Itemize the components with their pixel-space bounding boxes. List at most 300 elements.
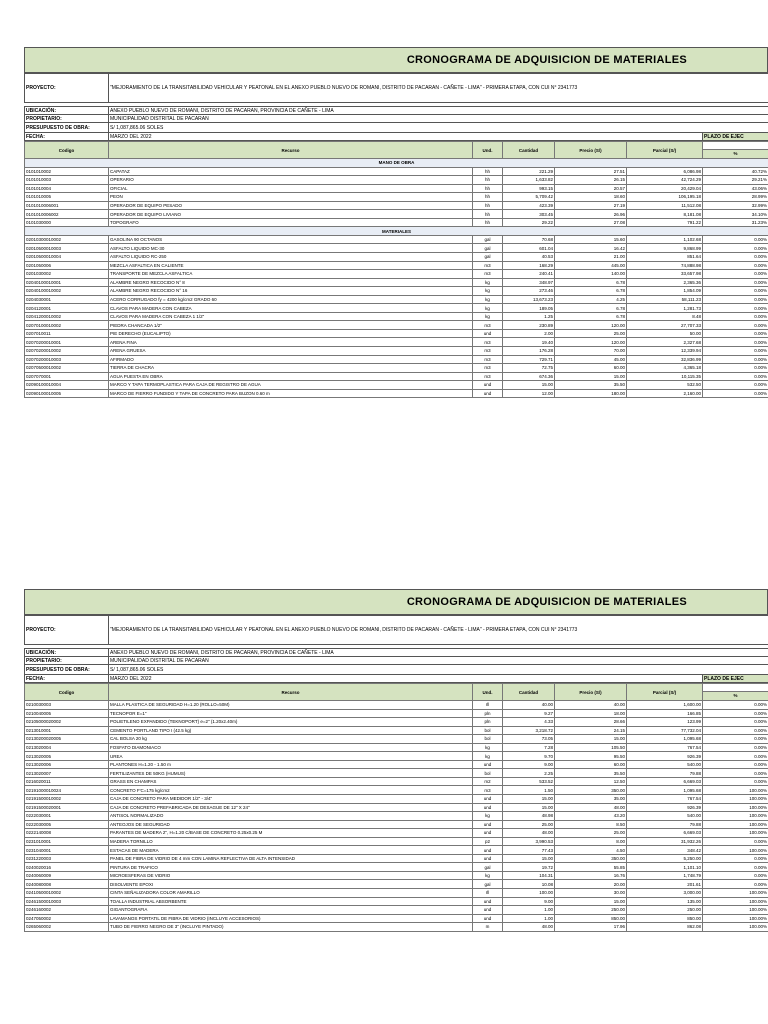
cell-parcial: 1,095.68 [627,735,703,744]
cell-parcial: 791.22 [627,218,703,227]
cell-parcial: 3,000.00 [627,889,703,898]
cell-percent: 32.99% [703,201,768,210]
table-row [25,253,768,262]
cell-parcial: 20,429.04 [627,184,703,193]
cell-cantidad: 423.39 [503,201,555,210]
cell-cantidad: 5,709.42 [503,193,555,202]
cell-recurso: ANTEOJOS DE SEGURIDAD [109,820,473,829]
label-ubicacion: UBICACIÓN: [25,107,109,115]
cell-percent: 0.00% [703,769,768,778]
table-row [25,726,768,735]
table-row [25,837,768,846]
cell-precio: 16.42 [555,244,627,253]
cell-und: und [473,760,503,769]
cell-recurso: ARENA FINA [109,338,473,347]
cell-recurso: PINTURA DE TRAFICO [109,863,473,872]
table-row [25,718,768,727]
cell-codigo: 0101010002 [25,167,109,176]
cell-percent: 0.00% [703,364,768,373]
cell-und: hh [473,176,503,185]
cell-percent: 0.00% [703,278,768,287]
cell-cantidad: 72.75 [503,364,555,373]
cell-codigo: 0246160002 [25,906,109,915]
cell-percent: 0.00% [703,726,768,735]
cell-cantidad: 601.04 [503,244,555,253]
cell-precio: 55.85 [555,863,627,872]
cell-und: kg [473,752,503,761]
label-ubicacion: UBICACIÓN: [25,649,109,657]
cell-parcial: 58,111.23 [627,295,703,304]
cell-cantidad: 1.00 [503,906,555,915]
value-proyecto: "MEJORAMIENTO DE LA TRANSITABILIDAD VEHICULAR Y PEATONAL EN EL ANEXO PUEBLO NUEVO DE ROMANI, DISTRITO DE PACARAN - CAÑETE - LIMA" - PRIMERA ETAPA, CON CUI N° 2341773 [109,74,768,103]
cell-percent: 0.00% [703,312,768,321]
cell-codigo: 02041200010002 [25,312,109,321]
table-row [25,803,768,812]
cell-und: m3 [473,321,503,330]
header-cantidad: Cantidad [503,142,555,159]
section-row [25,227,768,236]
cell-und: m3 [473,270,503,279]
cell-parcial: 42,724.29 [627,176,703,185]
cell-und: m3 [473,347,503,356]
cell-und: kg [473,295,503,304]
cell-und: und [473,820,503,829]
cell-und: und [473,795,503,804]
table-row [25,364,768,373]
cell-percent: 0.00% [703,871,768,880]
cell-parcial: 11,512.08 [627,201,703,210]
table-row [25,338,768,347]
cell-precio: 4.25 [555,295,627,304]
cell-precio: 6.78 [555,304,627,313]
resources-table-2 [24,683,768,932]
cell-cantidad: 189.05 [503,304,555,313]
cell-codigo: 0213020007 [25,769,109,778]
cell-und: m3 [473,786,503,795]
cell-precio: 350.00 [555,786,627,795]
table-row [25,312,768,321]
cell-percent: 100.00% [703,906,768,915]
cell-precio: 30.00 [555,889,627,898]
cell-recurso: MARCO DE FIERRO FUNDIDO Y TAPA DE CONCRETO PARA BUZON 0.60 m [109,389,473,398]
cell-cantidad: 1.50 [503,786,555,795]
cell-codigo: 0204120001 [25,304,109,313]
header-recurso: Recurso [109,684,473,701]
resources-table-1 [24,141,768,398]
label-fecha: FECHA: [25,133,109,141]
cell-und: kg [473,304,503,313]
cell-cantidad: 348.97 [503,278,555,287]
table-header-row [25,142,768,159]
cell-parcial: 201.61 [627,880,703,889]
cell-und: gal [473,253,503,262]
cell-und: pln [473,718,503,727]
cell-und: hh [473,184,503,193]
cell-percent: 100.00% [703,829,768,838]
cell-recurso: PIE DERECHO (EUCALIPTO) [109,329,473,338]
table-row [25,846,768,855]
cell-und: kg [473,312,503,321]
value-presupuesto: S/ 1,087,865.06 SOLES [109,123,768,133]
cell-recurso: TECNOPOR E=1" [109,709,473,718]
header-percent-label: % [703,149,768,158]
cell-percent: 100.00% [703,786,768,795]
cell-cantidad: 40.00 [503,701,555,710]
table-row [25,880,768,889]
cell-recurso: ALAMBRE NEGRO RECOCIDO N° 8 [109,278,473,287]
cell-codigo: 0210030003 [25,701,109,710]
cell-precio: 27.08 [555,218,627,227]
cell-recurso: CONCRETO F'C=175 kg/cm2 [109,786,473,795]
section-row [25,159,768,168]
cell-codigo: 02070100010002 [25,321,109,330]
value-propietario: MUNICIPALIDAD DISTRITAL DE PACARAN [109,657,768,665]
cell-codigo: 0210040005 [25,709,109,718]
cell-percent: 0.00% [703,743,768,752]
cell-recurso: PEON [109,193,473,202]
value-ubicacion: ANEXO PUEBLO NUEVO DE ROMANI, DISTRITO DE PACARAN, PROVINCIA DE CAÑETE - LIMA [109,107,768,115]
title-bar [24,47,768,73]
cell-cantidad: 15.00 [503,803,555,812]
table-row [25,381,768,390]
cell-cantidad: 1,633.82 [503,176,555,185]
cell-cantidad: 12.00 [503,389,555,398]
value-fecha: MARZO DEL 2022 [109,133,703,141]
cell-codigo: 0213020004 [25,743,109,752]
cell-precio: 70.00 [555,347,627,356]
cell-percent: 0.00% [703,854,768,863]
cell-parcial: 10,115.35 [627,372,703,381]
cell-codigo: 02070200010003 [25,355,109,364]
cell-percent: 0.00% [703,347,768,356]
cell-recurso: TIERRA DE CHACRA [109,364,473,373]
cell-cantidad: 48.00 [503,829,555,838]
cell-codigo: 02070200010002 [25,347,109,356]
cell-precio: 24.15 [555,726,627,735]
cell-parcial: 540.00 [627,760,703,769]
header-cantidad: Cantidad [503,684,555,701]
cell-parcial: 1,748.79 [627,871,703,880]
cell-codigo: 0265060002 [25,923,109,932]
table-row [25,812,768,821]
cell-cantidad: 40.53 [503,253,555,262]
cell-precio: 445.00 [555,261,627,270]
cell-parcial: 851.64 [627,253,703,262]
cell-cantidad: 73.05 [503,735,555,744]
cell-und: kg [473,278,503,287]
cell-codigo: 02410500010002 [25,889,109,898]
cell-und: bol [473,735,503,744]
cell-precio: 17.96 [555,923,627,932]
cell-recurso: UREA [109,752,473,761]
cell-precio: 15.60 [555,235,627,244]
cell-precio: 6.78 [555,312,627,321]
cell-recurso: TOPOGRAFO [109,218,473,227]
cell-precio: 105.50 [555,743,627,752]
plazo-header: PLAZO DE EJEC [703,133,768,141]
cell-codigo: 0101010004 [25,184,109,193]
cell-cantidad: 4.33 [503,718,555,727]
cell-parcial: 74,888.98 [627,261,703,270]
cell-percent: 0.00% [703,295,768,304]
cell-percent: 100.00% [703,923,768,932]
cell-codigo: 0101010005 [25,193,109,202]
cell-und: bol [473,726,503,735]
cell-codigo: 02040100010001 [25,278,109,287]
cell-und: und [473,914,503,923]
cell-und: m [473,923,503,932]
table-row [25,871,768,880]
cell-cantidad: 240.41 [503,270,555,279]
cell-percent: 100.00% [703,897,768,906]
cell-recurso: ASFALTO LIQUIDO RC-250 [109,253,473,262]
cell-cantidad: 104.31 [503,871,555,880]
cell-precio: 48.00 [555,803,627,812]
cell-percent: 0.00% [703,777,768,786]
cell-percent: 100.00% [703,889,768,898]
cell-codigo: 02090100010005 [25,389,109,398]
label-propietario: PROPIETARIO: [25,657,109,665]
table-row [25,701,768,710]
cell-precio: 15.00 [555,372,627,381]
cell-codigo: 0231040001 [25,846,109,855]
table-row [25,889,768,898]
cell-recurso: GASOLINA 90 OCTANOS [109,235,473,244]
cell-percent: 0.00% [703,329,768,338]
cell-percent: 0.00% [703,287,768,296]
cell-und: m3 [473,372,503,381]
cell-precio: 6.78 [555,287,627,296]
table-row [25,244,768,253]
cell-precio: 6.78 [555,278,627,287]
cell-precio: 120.00 [555,321,627,330]
cell-und: hh [473,210,503,219]
table-row [25,201,768,210]
cell-parcial: 50.00 [627,329,703,338]
cell-recurso: CLAVOS PARA MADERA CON CABEZA [109,304,473,313]
cell-precio: 20.00 [555,880,627,889]
cell-recurso: AFIRMADO [109,355,473,364]
cell-und: hh [473,218,503,227]
cell-percent: 0.00% [703,381,768,390]
cell-cantidad: 19.72 [503,863,555,872]
cell-parcial: 8,181.08 [627,210,703,219]
cell-und: und [473,846,503,855]
cell-parcial: 166.85 [627,709,703,718]
cell-und: hh [473,167,503,176]
cell-und: und [473,897,503,906]
cell-percent: 100.00% [703,795,768,804]
header-codigo: Codigo [25,684,109,701]
cell-recurso: MICROESFERAS DE VIDRIO [109,871,473,880]
header-und: Und. [473,684,503,701]
section-label: MANO DE OBRA [25,159,768,168]
cell-precio: 26.15 [555,176,627,185]
cell-percent: 100.00% [703,914,768,923]
cell-codigo: 02010300010002 [25,235,109,244]
cell-recurso: DISOLVENTE EPOXI [109,880,473,889]
cell-parcial: 123.99 [627,718,703,727]
cell-cantidad: 77.43 [503,846,555,855]
header-recurso: Recurso [109,142,473,159]
cell-und: bol [473,769,503,778]
cell-recurso: TRANSPORTE DE MEZCLA ASFALTICA [109,270,473,279]
cell-percent: 0.00% [703,355,768,364]
cell-recurso: OPERADOR DE EQUIPO LIVIANO [109,210,473,219]
table-row [25,863,768,872]
cell-percent: 0.00% [703,261,768,270]
cell-percent: 0.00% [703,372,768,381]
cell-und: kg [473,812,503,821]
cell-recurso: CAL BOLSA 20 kg [109,735,473,744]
cell-recurso: OPERARIO [109,176,473,185]
table-row [25,795,768,804]
cell-codigo: 0101030000 [25,218,109,227]
cell-parcial: 1,600.00 [627,701,703,710]
cell-parcial: 767.54 [627,743,703,752]
cell-precio: 60.00 [555,364,627,373]
table-row [25,218,768,227]
cell-precio: 60.00 [555,760,627,769]
label-presupuesto: PRESUPUESTO DE OBRA: [25,123,109,133]
table-row [25,829,768,838]
cell-parcial: 348.42 [627,846,703,855]
cell-codigo: 0222030005 [25,820,109,829]
cell-recurso: FERTILIZANTES DE 50KG (HUMUS) [109,769,473,778]
cell-precio: 15.00 [555,735,627,744]
cell-cantidad: 2.25 [503,769,555,778]
cell-percent: 0.00% [703,880,768,889]
header-codigo: Codigo [25,142,109,159]
cell-cantidad: 25.00 [503,820,555,829]
cell-und: und [473,829,503,838]
value-ubicacion: ANEXO PUEBLO NUEVO DE ROMANI, DISTRITO DE PACARAN, PROVINCIA DE CAÑETE - LIMA [109,649,768,657]
cell-precio: 140.00 [555,270,627,279]
cell-precio: 28.66 [555,718,627,727]
cell-cantidad: 29.22 [503,218,555,227]
cell-recurso: PIEDRA CHANCADA 1/2" [109,321,473,330]
section-label: MATERIALES [25,227,768,236]
cell-codigo: 02191000010024 [25,786,109,795]
cell-codigo: 0207070001 [25,372,109,381]
cell-parcial: 77,732.04 [627,726,703,735]
cell-codigo: 02010500010003 [25,244,109,253]
cell-parcial: 9,868.99 [627,244,703,253]
cell-codigo: 02090100010004 [25,381,109,390]
table-row [25,923,768,932]
cell-recurso: ALAMBRE NEGRO RECOCIDO N° 16 [109,287,473,296]
cell-cantidad: 100.00 [503,889,555,898]
cell-und: m3 [473,261,503,270]
label-propietario: PROPIETARIO: [25,115,109,123]
cell-recurso: GIGANTOGRAFIA [109,906,473,915]
cell-percent: 28.99% [703,193,768,202]
cell-percent: 100.00% [703,803,768,812]
cell-cantidad: 15.00 [503,854,555,863]
table-row [25,304,768,313]
cell-codigo: 0101010006001 [25,201,109,210]
cell-recurso: CLAVOS PARA MADERA CON CABEZA 1 1/2" [109,312,473,321]
cell-percent: 0.00% [703,304,768,313]
label-presupuesto: PRESUPUESTO DE OBRA: [25,665,109,675]
cell-parcial: 6,669.03 [627,829,703,838]
header-percent [703,142,768,159]
cell-codigo: 0240060009 [25,871,109,880]
title-bar [24,589,768,615]
cell-recurso: PARANTES DE MADERA 2", H=1.20 C/BASE DE CONCRETO 0.25x0.25 M [109,829,473,838]
label-proyecto: PROYECTO: [25,616,109,645]
project-info-table [24,73,768,141]
cell-precio: 35.00 [555,795,627,804]
table-row [25,914,768,923]
plazo-header: PLAZO DE EJEC [703,675,768,683]
cell-cantidad: 993.15 [503,184,555,193]
cell-parcial: 5,250.00 [627,854,703,863]
cell-recurso: TOALLA INDUSTRIAL ABSORBENTE [109,897,473,906]
cell-und: m3 [473,338,503,347]
cell-precio: 18.60 [555,193,627,202]
cell-recurso: CINTA SEÑALIZADORA COLOR AMARILLO [109,889,473,898]
cell-recurso: CAJA DE CONCRETO PREFABRICADA DE DESAGUE DE 12" X 24" [109,803,473,812]
cell-cantidad: 9.70 [503,752,555,761]
cell-precio: 180.00 [555,389,627,398]
cell-precio: 4.50 [555,846,627,855]
sheet-title: CRONOGRAMA DE ADQUISICION DE MATERIALES [406,54,687,66]
cell-und: gal [473,880,503,889]
cell-codigo: 0222030001 [25,812,109,821]
header-precio: Precio (S/) [555,684,627,701]
cell-und: gal [473,235,503,244]
table-row [25,777,768,786]
cell-recurso: ANTISOL NORMALIZADO [109,812,473,821]
cell-codigo: 0240020016 [25,863,109,872]
cell-recurso: PANEL DE FIBRA DE VIDRIO DE 4 mm CON LAMINA REFLECTIVA DE ALTA INTENSIDAD [109,854,473,863]
cell-und: pln [473,709,503,718]
cell-cantidad: 1.00 [503,914,555,923]
project-info-table [24,615,768,683]
cell-recurso: CAJA DE CONCRETO PARA MEDIDOR 1/2" - 3/4" [109,795,473,804]
cell-percent: 0.00% [703,837,768,846]
cell-parcial: 850.00 [627,914,703,923]
table-row [25,270,768,279]
cell-recurso: CAPATAZ [109,167,473,176]
cell-und: hh [473,201,503,210]
cell-percent: 0.00% [703,735,768,744]
cell-und: hh [473,193,503,202]
cell-cantidad: 2.00 [503,329,555,338]
cell-percent: 0.00% [703,244,768,253]
cell-parcial: 2,327.68 [627,338,703,347]
cell-percent: 100.00% [703,846,768,855]
cell-percent: 0.00% [703,270,768,279]
cell-parcial: 862.08 [627,923,703,932]
cell-und: rll [473,889,503,898]
cell-precio: 35.50 [555,769,627,778]
header-precio: Precio (S/) [555,142,627,159]
cell-cantidad: 9.00 [503,760,555,769]
cell-precio: 27.51 [555,167,627,176]
cell-parcial: 6,669.03 [627,777,703,786]
cell-cantidad: 168.29 [503,261,555,270]
cell-precio: 120.00 [555,338,627,347]
cell-percent: 43.06% [703,184,768,193]
cell-cantidad: 303.45 [503,210,555,219]
cell-percent: 0.00% [703,863,768,872]
table-row [25,769,768,778]
table-row [25,278,768,287]
table-row [25,906,768,915]
cell-und: kg [473,743,503,752]
